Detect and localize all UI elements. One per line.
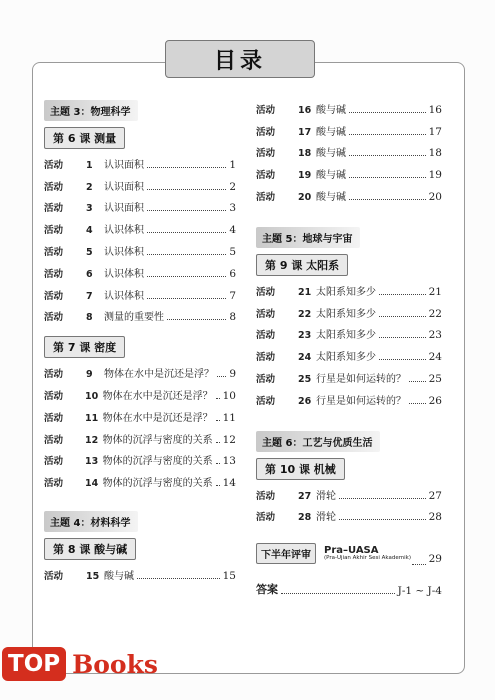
left-column	[44, 100, 236, 582]
activity-row	[256, 385, 442, 407]
review-title-block	[324, 546, 411, 562]
activity-name: 物体的沉浮与密度的关系	[102, 434, 213, 446]
activity-name: 认识体积	[104, 246, 144, 258]
page-number: 16	[428, 103, 442, 116]
activity-row	[44, 214, 236, 236]
page-number: 28	[428, 511, 442, 524]
dot-leader	[217, 376, 226, 377]
dot-leader	[379, 337, 426, 338]
page-title: 目录	[213, 48, 266, 74]
activity-name: 认识面积	[104, 181, 144, 193]
activity-label: 活动	[44, 369, 64, 381]
activity-number: 8	[86, 312, 93, 324]
page-number: 25	[428, 372, 442, 385]
activity-label: 活动	[256, 490, 276, 502]
activity-name: 物体的沉浮与密度的关系	[102, 478, 213, 490]
activity-name: 物体在水中是沉还是浮？	[102, 390, 213, 402]
page-number: 23	[428, 329, 442, 342]
lesson-9-list	[256, 276, 442, 407]
activity-name: 太阳系知多少	[316, 308, 376, 320]
page-number: 5	[229, 245, 236, 258]
dot-leader	[147, 232, 226, 233]
lesson-9-label: 第 9 课 太阳系	[256, 254, 348, 276]
activity-label: 活动	[256, 330, 276, 342]
page-number: 26	[428, 394, 442, 407]
activity-label: 活动	[44, 412, 64, 424]
page-number: 12	[222, 433, 236, 446]
activity-row	[256, 298, 442, 320]
activity-row	[256, 363, 442, 385]
lesson-6-header	[44, 127, 236, 149]
dot-leader	[147, 276, 226, 277]
activity-name: 行星是如何运转的？	[316, 373, 406, 385]
page-number: 27	[428, 489, 442, 502]
dot-leader	[409, 381, 426, 382]
activity-row	[44, 302, 236, 324]
logo-books-text: Books	[72, 649, 158, 679]
activity-number: 7	[86, 290, 93, 302]
activity-number: 5	[86, 246, 93, 258]
activity-row	[256, 276, 442, 298]
activity-row	[44, 560, 236, 582]
lesson-9-header	[256, 254, 442, 276]
page-number: 20	[428, 190, 442, 203]
activity-number: 26	[298, 395, 312, 407]
activity-label: 活动	[256, 191, 276, 203]
page-number: 2	[229, 180, 236, 193]
activity-row	[256, 320, 442, 342]
dot-leader	[216, 442, 220, 443]
activity-name: 认识面积	[104, 203, 144, 215]
page-number: 18	[428, 147, 442, 160]
dot-leader	[147, 298, 226, 299]
page-number: 24	[428, 351, 442, 364]
activity-number: 28	[298, 512, 312, 524]
activity-name: 测量的重要性	[104, 312, 164, 324]
activity-row	[256, 502, 442, 524]
activity-row	[44, 424, 236, 446]
dot-leader	[216, 420, 220, 421]
theme-5-label: 主题 5：地球与宇宙	[256, 227, 360, 248]
page-number: 10	[222, 389, 236, 402]
activity-label: 活动	[44, 570, 64, 582]
lesson-10-header	[256, 458, 442, 480]
dot-leader	[216, 398, 220, 399]
lesson-7-list	[44, 358, 236, 489]
activity-label: 活动	[44, 268, 64, 280]
activity-label: 活动	[256, 352, 276, 364]
lesson-10-list	[256, 480, 442, 524]
review-leader	[412, 564, 426, 565]
dot-leader	[147, 254, 226, 255]
activity-label: 活动	[256, 104, 276, 116]
activity-label: 活动	[44, 203, 64, 215]
dot-leader	[409, 403, 426, 404]
page-number: 17	[428, 125, 442, 138]
activity-label: 活动	[44, 290, 64, 302]
page-number: 4	[229, 224, 236, 237]
activity-label: 活动	[256, 512, 276, 524]
activity-number: 2	[86, 181, 93, 193]
answers-page: J-1 ~ J-4	[397, 585, 442, 598]
lesson-6-list	[44, 149, 236, 323]
lesson-8-label: 第 8 课 酸与碱	[44, 538, 136, 560]
activity-number: 11	[85, 412, 99, 424]
page-number: 1	[229, 158, 236, 171]
page-number: 6	[229, 267, 236, 280]
activity-label: 活动	[44, 312, 64, 324]
activity-name: 物体在水中是沉还是浮？	[104, 369, 214, 381]
activity-name: 酸与碱	[316, 104, 346, 116]
activity-name: 行星是如何运转的？	[316, 395, 406, 407]
activity-name: 认识体积	[104, 268, 144, 280]
page-number: 21	[428, 285, 442, 298]
right-column	[256, 94, 442, 597]
dot-leader	[216, 463, 220, 464]
answers-leader	[281, 593, 395, 594]
lesson-8-list	[44, 560, 236, 582]
dot-leader	[339, 498, 426, 499]
activity-name: 太阳系知多少	[316, 330, 376, 342]
activity-row	[44, 467, 236, 489]
activity-number: 19	[298, 170, 312, 182]
activity-number: 23	[298, 330, 312, 342]
activity-number: 4	[86, 225, 93, 237]
page-number: 15	[222, 569, 236, 582]
activity-name: 物体在水中是沉还是浮？	[102, 412, 213, 424]
activity-number: 16	[298, 104, 312, 116]
dot-leader	[379, 316, 426, 317]
activity-label: 活动	[44, 225, 64, 237]
theme-3-label: 主题 3：物理科学	[44, 100, 138, 121]
page-number: 14	[222, 477, 236, 490]
activity-row	[44, 402, 236, 424]
activity-row	[44, 358, 236, 380]
activity-label: 活动	[256, 395, 276, 407]
activity-label: 活动	[256, 170, 276, 182]
activity-number: 17	[298, 126, 312, 138]
activity-label: 活动	[44, 390, 64, 402]
activity-name: 滑轮	[316, 512, 336, 524]
activity-name: 认识面积	[104, 159, 144, 171]
activity-label: 活动	[44, 246, 64, 258]
dot-leader	[147, 167, 226, 168]
activity-label: 活动	[44, 478, 64, 490]
activity-number: 22	[298, 308, 312, 320]
activity-label: 活动	[44, 159, 64, 171]
activity-row	[256, 94, 442, 116]
review-label: 下半年评审	[256, 543, 316, 564]
dot-leader	[349, 177, 426, 178]
activity-label: 活动	[44, 181, 64, 193]
lesson-7-header	[44, 336, 236, 358]
dot-leader	[349, 199, 426, 200]
activity-name: 认识体积	[104, 290, 144, 302]
dot-leader	[349, 134, 426, 135]
activity-number: 1	[86, 159, 93, 171]
activity-row	[256, 116, 442, 138]
activity-name: 酸与碱	[316, 170, 346, 182]
activity-row	[44, 446, 236, 468]
toc-title-tab	[165, 40, 315, 78]
activity-name: 太阳系知多少	[316, 286, 376, 298]
review-page: 29	[428, 553, 442, 566]
activity-number: 15	[86, 570, 100, 582]
activity-row	[256, 138, 442, 160]
activity-name: 酸与碱	[104, 570, 134, 582]
page-number: 7	[229, 289, 236, 302]
dot-leader	[137, 578, 220, 579]
activity-name: 认识体积	[104, 225, 144, 237]
topbooks-logo	[2, 642, 180, 686]
activity-row	[256, 341, 442, 363]
lesson-10-label: 第 10 课 机械	[256, 458, 345, 480]
review-row	[256, 541, 442, 565]
activity-row	[256, 480, 442, 502]
activity-row	[44, 171, 236, 193]
dot-leader	[339, 519, 426, 520]
theme-6-header	[256, 431, 442, 452]
lesson-8-header	[44, 538, 236, 560]
activity-name: 太阳系知多少	[316, 352, 376, 364]
activity-row	[44, 380, 236, 402]
theme-4-label: 主题 4：材料科学	[44, 511, 138, 532]
activity-label: 活动	[256, 308, 276, 320]
activity-label: 活动	[256, 126, 276, 138]
top-activity-list	[256, 94, 442, 203]
page-number: 3	[229, 202, 236, 215]
activity-row	[44, 258, 236, 280]
activity-label: 活动	[256, 373, 276, 385]
activity-number: 20	[298, 191, 312, 203]
activity-name: 滑轮	[316, 490, 336, 502]
theme-3-header	[44, 100, 236, 121]
activity-number: 21	[298, 286, 312, 298]
activity-number: 10	[85, 390, 99, 402]
dot-leader	[349, 112, 426, 113]
review-title: Pra–UASA	[324, 544, 379, 556]
dot-leader	[147, 210, 226, 211]
lesson-6-label: 第 6 课 测量	[44, 127, 125, 149]
theme-6-label: 主题 6：工艺与优质生活	[256, 431, 380, 452]
activity-number: 25	[298, 373, 312, 385]
activity-number: 18	[298, 148, 312, 160]
activity-number: 9	[86, 369, 93, 381]
activity-row	[44, 149, 236, 171]
page-number: 22	[428, 307, 442, 320]
page-number: 19	[428, 169, 442, 182]
activity-row	[256, 159, 442, 181]
activity-number: 14	[85, 478, 99, 490]
page-number: 9	[229, 368, 236, 381]
activity-row	[44, 236, 236, 258]
activity-row	[44, 280, 236, 302]
dot-leader	[349, 155, 426, 156]
logo-top-text: TOP	[2, 647, 66, 681]
activity-label: 活动	[256, 286, 276, 298]
dot-leader	[379, 359, 426, 360]
dot-leader	[216, 485, 220, 486]
answers-label: 答案	[256, 583, 278, 597]
activity-number: 6	[86, 268, 93, 280]
activity-number: 24	[298, 352, 312, 364]
activity-name: 酸与碱	[316, 148, 346, 160]
dot-leader	[379, 294, 426, 295]
page-number: 13	[222, 455, 236, 468]
theme-5-header	[256, 227, 442, 248]
activity-name: 物体的沉浮与密度的关系	[102, 456, 213, 468]
activity-number: 12	[85, 434, 99, 446]
activity-label: 活动	[44, 434, 64, 446]
answers-row	[256, 577, 442, 597]
activity-name: 酸与碱	[316, 126, 346, 138]
activity-number: 27	[298, 490, 312, 502]
activity-label: 活动	[256, 148, 276, 160]
activity-row	[44, 193, 236, 215]
review-subtitle: (Pra-Ujian Akhir Sesi Akademik)	[324, 554, 411, 561]
activity-number: 13	[85, 456, 99, 468]
activity-row	[256, 181, 442, 203]
activity-name: 酸与碱	[316, 191, 346, 203]
page-number: 11	[222, 411, 236, 424]
activity-number: 3	[86, 203, 93, 215]
activity-label: 活动	[44, 456, 64, 468]
page-number: 8	[229, 311, 236, 324]
dot-leader	[167, 319, 226, 320]
theme-4-header	[44, 511, 236, 532]
dot-leader	[147, 189, 226, 190]
lesson-7-label: 第 7 课 密度	[44, 336, 125, 358]
